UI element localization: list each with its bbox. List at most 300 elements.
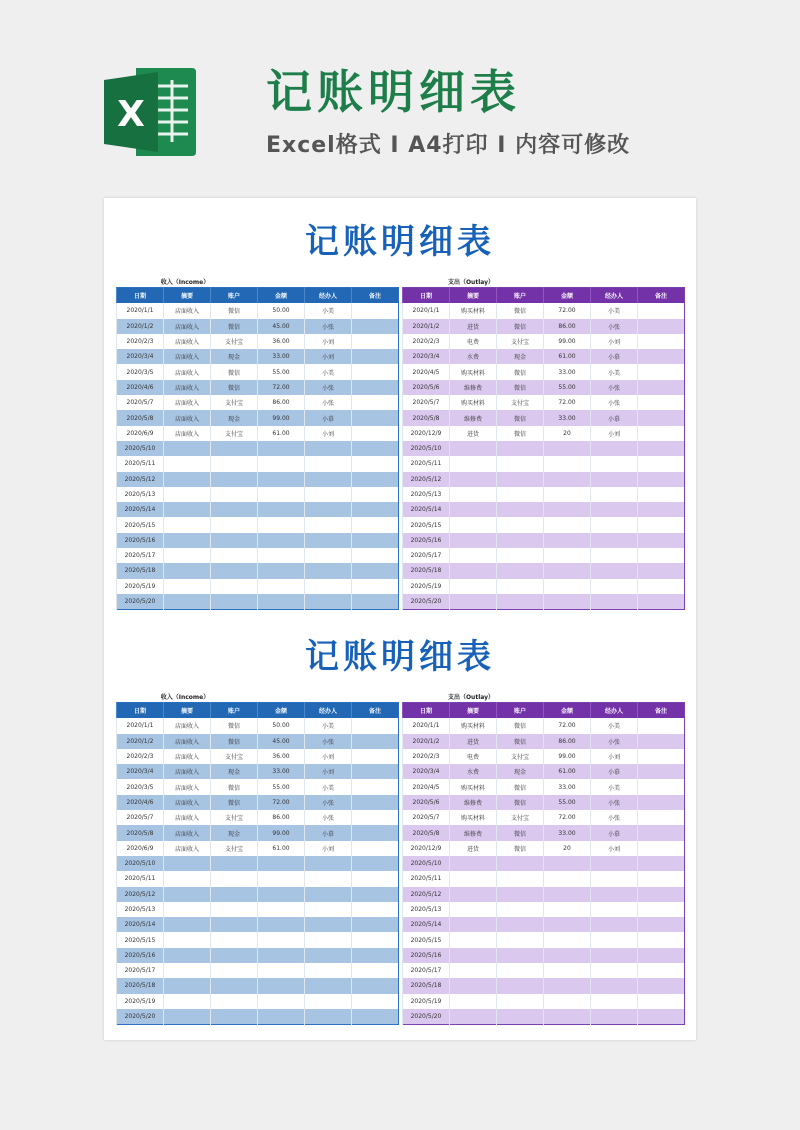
table-cell: 2020/5/7: [403, 395, 450, 410]
table-cell: [544, 948, 591, 963]
table-cell: [544, 917, 591, 932]
income-column-header: 摘要: [164, 288, 211, 304]
table-row: [403, 764, 685, 779]
outlay-column-header: 金额: [544, 288, 591, 304]
table-cell: 购买材料: [450, 303, 497, 318]
table-cell: 小张: [305, 795, 352, 810]
table-cell: 小张: [591, 810, 638, 825]
table-cell: [591, 472, 638, 487]
table-cell: [352, 334, 399, 349]
table-row: [403, 502, 685, 517]
outlay-column-header: 经办人: [591, 703, 638, 719]
table-row: [117, 334, 399, 349]
income-column-header: 经办人: [305, 703, 352, 719]
table-cell: [544, 563, 591, 578]
table-cell: 2020/5/16: [117, 533, 164, 548]
table-row: [403, 841, 685, 856]
table-cell: [544, 963, 591, 978]
table-row: [117, 303, 399, 318]
table-row: [403, 902, 685, 917]
table-cell: [352, 441, 399, 456]
table-cell: 店面收入: [164, 825, 211, 840]
table-row: [403, 364, 685, 379]
table-cell: [638, 718, 685, 733]
table-cell: 2020/5/17: [117, 963, 164, 978]
table-cell: 现金: [497, 349, 544, 364]
table-cell: [638, 764, 685, 779]
table-cell: 2020/5/13: [117, 487, 164, 502]
table-cell: 2020/5/18: [403, 978, 450, 993]
table-cell: [352, 349, 399, 364]
table-cell: [164, 978, 211, 993]
table-row: [117, 380, 399, 395]
table-cell: 2020/5/14: [117, 502, 164, 517]
table-cell: [638, 303, 685, 318]
table-row: [117, 871, 399, 886]
table-cell: [211, 487, 258, 502]
table-cell: 电费: [450, 749, 497, 764]
table-cell: [211, 948, 258, 963]
table-row: [403, 795, 685, 810]
table-cell: 99.00: [258, 410, 305, 425]
table-cell: [305, 472, 352, 487]
table-cell: 2020/5/20: [117, 1009, 164, 1025]
table-cell: [258, 579, 305, 594]
table-row: [117, 856, 399, 871]
table-cell: [544, 533, 591, 548]
table-cell: 微信: [497, 825, 544, 840]
table-cell: 微信: [211, 303, 258, 318]
table-cell: [638, 932, 685, 947]
table-row: [403, 718, 685, 733]
table-cell: [638, 963, 685, 978]
table-cell: [352, 487, 399, 502]
table-cell: 72.00: [544, 303, 591, 318]
table-cell: 45.00: [258, 734, 305, 749]
table-cell: [497, 594, 544, 610]
table-cell: [544, 579, 591, 594]
table-cell: 2020/5/19: [403, 994, 450, 1009]
table-cell: [258, 487, 305, 502]
table-cell: 购买材料: [450, 364, 497, 379]
table-cell: 支付宝: [211, 810, 258, 825]
table-row: [117, 1009, 399, 1025]
table-cell: 小刘: [591, 334, 638, 349]
table-cell: [305, 856, 352, 871]
table-cell: [450, 887, 497, 902]
table-row: [403, 380, 685, 395]
table-cell: [258, 502, 305, 517]
table-row: [403, 825, 685, 840]
table-row: [403, 594, 685, 610]
table-cell: [352, 594, 399, 610]
table-cell: [352, 548, 399, 563]
outlay-column-header: 日期: [403, 288, 450, 304]
table-cell: [164, 441, 211, 456]
table-cell: 2020/2/3: [117, 334, 164, 349]
table-cell: 2020/5/15: [117, 932, 164, 947]
table-cell: [211, 594, 258, 610]
table-cell: 小刘: [305, 764, 352, 779]
table-cell: 33.00: [544, 364, 591, 379]
table-cell: [352, 533, 399, 548]
table-cell: 2020/5/8: [403, 825, 450, 840]
table-cell: 支付宝: [211, 426, 258, 441]
table-row: [117, 887, 399, 902]
table-cell: [352, 303, 399, 318]
table-cell: 33.00: [544, 825, 591, 840]
table-cell: [164, 472, 211, 487]
table-cell: [497, 472, 544, 487]
table-cell: 72.00: [544, 810, 591, 825]
table-cell: [450, 594, 497, 610]
table-cell: [164, 856, 211, 871]
table-cell: 61.00: [258, 841, 305, 856]
table-cell: [591, 563, 638, 578]
table-cell: 2020/5/19: [117, 994, 164, 1009]
table-cell: 2020/4/5: [403, 779, 450, 794]
table-row: [403, 410, 685, 425]
table-cell: [258, 517, 305, 532]
table-cell: 微信: [211, 734, 258, 749]
table-cell: [352, 395, 399, 410]
table-cell: [591, 917, 638, 932]
table-cell: 2020/5/14: [403, 917, 450, 932]
table-cell: [352, 856, 399, 871]
table-cell: 微信: [211, 795, 258, 810]
table-cell: [450, 994, 497, 1009]
outlay-column-header: 日期: [403, 703, 450, 719]
table-cell: 微信: [497, 779, 544, 794]
table-cell: 2020/5/8: [117, 410, 164, 425]
table-cell: [638, 779, 685, 794]
table-cell: 2020/3/4: [117, 764, 164, 779]
table-cell: 微信: [497, 734, 544, 749]
table-cell: [638, 319, 685, 334]
table-cell: [497, 994, 544, 1009]
table-cell: 2020/1/2: [117, 734, 164, 749]
table-cell: [352, 734, 399, 749]
product-header: [0, 0, 800, 180]
table-cell: [305, 948, 352, 963]
table-row: [403, 579, 685, 594]
table-cell: [258, 563, 305, 578]
table-cell: 33.00: [258, 764, 305, 779]
table-cell: 小慕: [591, 410, 638, 425]
table-cell: [497, 887, 544, 902]
income-table: [116, 287, 399, 610]
table-cell: [591, 887, 638, 902]
table-cell: [638, 517, 685, 532]
table-cell: [544, 871, 591, 886]
table-cell: 2020/5/20: [117, 594, 164, 610]
table-cell: 2020/5/14: [117, 917, 164, 932]
table-cell: 2020/5/10: [117, 856, 164, 871]
table-cell: 支付宝: [211, 749, 258, 764]
table-cell: [497, 579, 544, 594]
table-cell: 2020/1/2: [117, 319, 164, 334]
table-cell: 72.00: [258, 380, 305, 395]
table-cell: 店面收入: [164, 764, 211, 779]
table-cell: [164, 594, 211, 610]
table-cell: [497, 948, 544, 963]
table-cell: 进货: [450, 841, 497, 856]
table-cell: 支付宝: [211, 395, 258, 410]
outlay-column-header: 备注: [638, 703, 685, 719]
table-row: [403, 517, 685, 532]
table-cell: 小张: [591, 395, 638, 410]
table-cell: [164, 502, 211, 517]
income-caption: 收入（Income）: [160, 694, 210, 701]
table-row: [403, 319, 685, 334]
table-cell: 86.00: [544, 319, 591, 334]
table-cell: 小刘: [305, 349, 352, 364]
table-cell: [638, 948, 685, 963]
table-cell: 小美: [591, 718, 638, 733]
document-sheet: [104, 198, 696, 1040]
table-row: [403, 810, 685, 825]
table-cell: 小张: [305, 810, 352, 825]
table-cell: 店面收入: [164, 718, 211, 733]
table-cell: 20: [544, 841, 591, 856]
table-cell: [638, 1009, 685, 1025]
table-row: [403, 779, 685, 794]
table-row: [403, 548, 685, 563]
income-header-row: [117, 703, 399, 719]
table-cell: [305, 579, 352, 594]
table-row: [403, 856, 685, 871]
table-cell: 2020/1/1: [117, 303, 164, 318]
table-cell: [638, 887, 685, 902]
table-cell: [305, 456, 352, 471]
table-cell: 小刘: [305, 426, 352, 441]
table-cell: 微信: [497, 841, 544, 856]
table-row: [403, 349, 685, 364]
table-cell: [638, 825, 685, 840]
table-cell: 店面收入: [164, 364, 211, 379]
table-cell: [638, 410, 685, 425]
table-cell: [497, 441, 544, 456]
table-cell: [258, 932, 305, 947]
table-cell: [258, 856, 305, 871]
table-cell: 微信: [497, 718, 544, 733]
table-cell: 2020/6/9: [117, 426, 164, 441]
table-row: [117, 948, 399, 963]
table-cell: 微信: [497, 364, 544, 379]
table-cell: 小张: [305, 380, 352, 395]
table-row: [117, 994, 399, 1009]
table-cell: 微信: [211, 364, 258, 379]
table-cell: [305, 994, 352, 1009]
table-cell: 2020/5/10: [403, 441, 450, 456]
table-cell: 小美: [591, 364, 638, 379]
table-cell: [258, 994, 305, 1009]
page-subtitle: Excel格式 Ⅰ A4打印 Ⅰ 内容可修改: [266, 133, 631, 158]
table-row: [117, 764, 399, 779]
table-cell: [305, 487, 352, 502]
income-column-header: 备注: [352, 703, 399, 719]
table-cell: 2020/4/5: [403, 364, 450, 379]
table-cell: [211, 517, 258, 532]
table-cell: [450, 487, 497, 502]
table-cell: 现金: [211, 349, 258, 364]
table-cell: 2020/2/3: [117, 749, 164, 764]
table-cell: 购买材料: [450, 395, 497, 410]
table-cell: 小张: [591, 795, 638, 810]
table-cell: [211, 978, 258, 993]
table-cell: [497, 963, 544, 978]
table-cell: 小美: [591, 303, 638, 318]
table-cell: 维修费: [450, 410, 497, 425]
table-cell: [497, 563, 544, 578]
table-cell: [352, 948, 399, 963]
table-cell: 2020/5/20: [403, 594, 450, 610]
income-column-header: 账户: [211, 288, 258, 304]
table-cell: 店面收入: [164, 734, 211, 749]
table-row: [403, 563, 685, 578]
table-cell: 小刘: [305, 841, 352, 856]
outlay-column-header: 金额: [544, 703, 591, 719]
table-cell: [450, 1009, 497, 1025]
table-cell: [258, 963, 305, 978]
table-cell: 2020/5/18: [117, 563, 164, 578]
table-cell: [258, 871, 305, 886]
table-cell: 2020/5/8: [117, 825, 164, 840]
table-row: [117, 472, 399, 487]
page-title: 记账明细表: [266, 65, 521, 119]
table-cell: [305, 887, 352, 902]
table-cell: 2020/5/17: [403, 963, 450, 978]
table-row: [117, 517, 399, 532]
outlay-table: [402, 702, 685, 1025]
table-cell: [591, 579, 638, 594]
outlay-rows: [403, 303, 685, 609]
table-cell: [450, 963, 497, 978]
table-cell: [352, 963, 399, 978]
table-cell: 86.00: [544, 734, 591, 749]
table-cell: 小美: [591, 779, 638, 794]
table-cell: [638, 472, 685, 487]
table-row: [117, 963, 399, 978]
table-cell: [450, 856, 497, 871]
table-cell: 小张: [591, 734, 638, 749]
table-row: [403, 734, 685, 749]
table-cell: 小慕: [591, 764, 638, 779]
table-cell: 2020/5/16: [403, 948, 450, 963]
table-cell: [497, 856, 544, 871]
table-row: [403, 472, 685, 487]
table-cell: 微信: [211, 718, 258, 733]
table-row: [117, 579, 399, 594]
table-cell: 店面收入: [164, 395, 211, 410]
table-row: [403, 426, 685, 441]
table-cell: 50.00: [258, 303, 305, 318]
table-cell: [638, 456, 685, 471]
income-table: [116, 702, 399, 1025]
table-cell: 2020/5/15: [403, 517, 450, 532]
table-cell: [638, 795, 685, 810]
table-row: [117, 456, 399, 471]
table-cell: [544, 472, 591, 487]
table-cell: 2020/5/7: [117, 395, 164, 410]
table-cell: 2020/12/9: [403, 426, 450, 441]
table-cell: [164, 948, 211, 963]
table-cell: 50.00: [258, 718, 305, 733]
table-row: [403, 334, 685, 349]
table-row: [403, 887, 685, 902]
table-cell: 2020/5/15: [117, 517, 164, 532]
table-cell: 72.00: [258, 795, 305, 810]
table-cell: [497, 548, 544, 563]
table-cell: 微信: [497, 410, 544, 425]
table-cell: [164, 994, 211, 1009]
table-cell: [544, 932, 591, 947]
table-cell: 小美: [305, 718, 352, 733]
table-cell: [164, 1009, 211, 1025]
table-row: [403, 1009, 685, 1025]
outlay-caption: 支出（Outlay）: [447, 694, 495, 701]
income-column-header: 日期: [117, 703, 164, 719]
outlay-column-header: 账户: [497, 703, 544, 719]
table-cell: 微信: [211, 380, 258, 395]
table-cell: [258, 917, 305, 932]
table-cell: [211, 456, 258, 471]
table-cell: [450, 917, 497, 932]
table-cell: [591, 871, 638, 886]
table-cell: 61.00: [544, 349, 591, 364]
table-cell: [450, 441, 497, 456]
table-cell: [591, 978, 638, 993]
table-cell: [591, 1009, 638, 1025]
table-cell: [638, 734, 685, 749]
table-cell: 2020/5/15: [403, 932, 450, 947]
outlay-column-header: 摘要: [450, 288, 497, 304]
table-cell: [211, 548, 258, 563]
table-row: [117, 364, 399, 379]
table-cell: [258, 978, 305, 993]
table-cell: 水费: [450, 349, 497, 364]
table-row: [403, 303, 685, 318]
table-cell: 维修费: [450, 795, 497, 810]
table-cell: 2020/5/20: [403, 1009, 450, 1025]
table-row: [403, 994, 685, 1009]
table-cell: [258, 1009, 305, 1025]
table-cell: 店面收入: [164, 841, 211, 856]
table-cell: [591, 902, 638, 917]
table-cell: [352, 426, 399, 441]
table-cell: [352, 410, 399, 425]
table-cell: [591, 517, 638, 532]
table-cell: [638, 441, 685, 456]
table-cell: [544, 502, 591, 517]
table-cell: [258, 533, 305, 548]
table-cell: 2020/5/17: [403, 548, 450, 563]
table-row: [403, 395, 685, 410]
table-cell: 小刘: [305, 334, 352, 349]
table-cell: [544, 978, 591, 993]
table-cell: 微信: [497, 319, 544, 334]
table-cell: 55.00: [544, 380, 591, 395]
outlay-column-header: 备注: [638, 288, 685, 304]
table-cell: [305, 963, 352, 978]
table-cell: [638, 563, 685, 578]
table-cell: 现金: [497, 764, 544, 779]
outlay-header-row: [403, 703, 685, 719]
income-column-header: 经办人: [305, 288, 352, 304]
table-cell: [638, 395, 685, 410]
table-cell: [352, 718, 399, 733]
table-cell: [450, 456, 497, 471]
